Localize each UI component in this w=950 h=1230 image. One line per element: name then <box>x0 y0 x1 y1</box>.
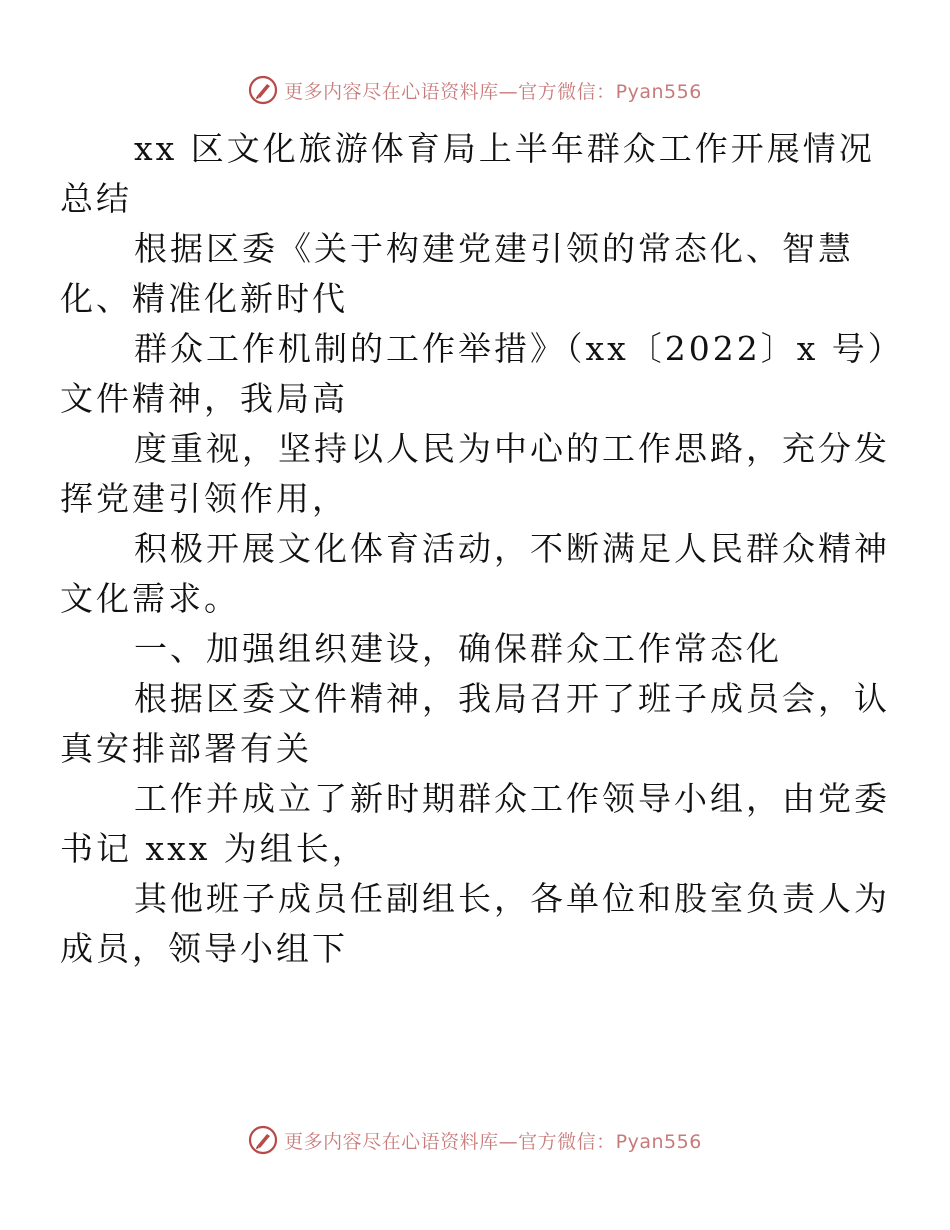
text-line: xx 区文化旅游体育局上半年群众工作开展情况 <box>134 129 875 168</box>
text-line: 群众工作机制的工作举措》（xx〔2022〕x 号） <box>134 329 904 368</box>
paragraph-title <box>60 124 875 224</box>
text-line: 总结 <box>60 179 132 218</box>
text-line: 积极开展文化体育活动，不断满足人民群众精神 <box>134 529 890 568</box>
paragraph <box>60 774 890 874</box>
text-line: 化、精准化新时代 <box>60 279 348 318</box>
paragraph <box>60 874 890 974</box>
paragraph <box>60 674 890 774</box>
paragraph <box>60 224 857 324</box>
paragraph <box>60 524 890 624</box>
section-heading <box>97 624 857 674</box>
text-line: 根据区委《关于构建党建引领的常态化、智慧 <box>134 229 854 268</box>
pen-logo-icon <box>248 1125 278 1155</box>
text-line: 文件精神，我局高 <box>60 379 348 418</box>
text-line: 其他班子成员任副组长，各单位和股室负责人为 <box>134 879 890 918</box>
text-line: 文化需求。 <box>60 579 240 618</box>
text-line: 成员，领导小组下 <box>60 929 348 968</box>
paragraph <box>60 324 904 424</box>
text-line: 挥党建引领作用， <box>60 479 348 518</box>
text-line: 根据区委文件精神，我局召开了班子成员会，认 <box>134 679 890 718</box>
text-line: 工作并成立了新时期群众工作领导小组，由党委 <box>134 779 890 818</box>
text-line: 一、加强组织建设，确保群众工作常态化 <box>134 629 782 668</box>
text-line: 书记 xxx 为组长， <box>60 829 368 868</box>
footer-watermark-banner <box>0 1120 950 1160</box>
document-body <box>60 124 904 974</box>
watermark-text: 更多内容尽在心语资料库—官方微信：Pyan556 <box>284 80 702 103</box>
paragraph <box>60 424 890 524</box>
watermark-text: 更多内容尽在心语资料库—官方微信：Pyan556 <box>284 1130 702 1153</box>
text-line: 度重视，坚持以人民为中心的工作思路，充分发 <box>134 429 890 468</box>
header-watermark-banner <box>0 70 950 110</box>
text-line: 真安排部署有关 <box>60 729 312 768</box>
pen-logo-icon <box>248 75 278 105</box>
